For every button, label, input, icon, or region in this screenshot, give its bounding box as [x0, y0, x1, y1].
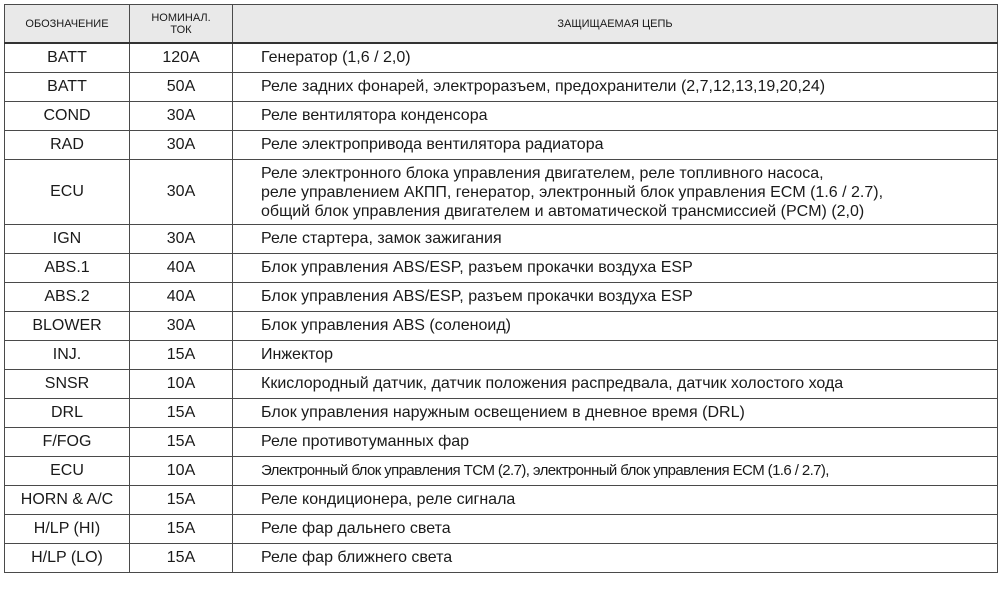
fuse-name: BATT: [5, 73, 130, 102]
fuse-circuit: Реле электропривода вентилятора радиатора: [233, 131, 998, 160]
header-circuit: ЗАЩИЩАЕМАЯ ЦЕПЬ: [233, 5, 998, 44]
fuse-circuit: Блок управления ABS/ESP, разъем прокачки воздуха ESP: [233, 254, 998, 283]
fuse-circuit: Реле противотуманных фар: [233, 428, 998, 457]
fuse-circuit: Электронный блок управления TCM (2.7), электронный блок управления ECM (1.6 / 2.7),: [233, 457, 998, 486]
fuse-amperage: 40A: [130, 254, 233, 283]
fuse-amperage: 10A: [130, 370, 233, 399]
fuse-name: DRL: [5, 399, 130, 428]
fuse-circuit: Инжектор: [233, 341, 998, 370]
table-row: [5, 312, 998, 341]
fuse-circuit: Реле стартера, замок зажигания: [233, 225, 998, 254]
fuse-circuit: Блок управления ABS (соленоид): [233, 312, 998, 341]
table-row: [5, 160, 998, 225]
fuse-circuit: [233, 160, 998, 225]
table-row: [5, 428, 998, 457]
table-row: [5, 283, 998, 312]
fuse-amperage: 30A: [130, 102, 233, 131]
fuse-table: [4, 4, 998, 573]
fuse-name: ECU: [5, 160, 130, 225]
header-amperage: [130, 5, 233, 44]
fuse-circuit: Реле фар дальнего света: [233, 515, 998, 544]
fuse-amperage: 30A: [130, 131, 233, 160]
header-row: [5, 5, 998, 44]
fuse-circuit-line: Реле электронного блока управления двигателем, реле топливного насоса,: [261, 164, 824, 182]
fuse-circuit: Реле фар ближнего света: [233, 544, 998, 573]
table-row: [5, 544, 998, 573]
fuse-name: H/LP (HI): [5, 515, 130, 544]
fuse-circuit: Реле вентилятора конденсора: [233, 102, 998, 131]
fuse-amperage: 50A: [130, 73, 233, 102]
fuse-name: HORN & A/C: [5, 486, 130, 515]
fuse-amperage: 15A: [130, 341, 233, 370]
header-amperage-line2: ТОК: [170, 23, 192, 36]
table-row: [5, 43, 998, 73]
fuse-amperage: 15A: [130, 544, 233, 573]
fuse-amperage: 30A: [130, 225, 233, 254]
fuse-circuit-line: реле управлением АКПП, генератор, электронный блок управления ECM (1.6 / 2.7),: [261, 183, 884, 201]
fuse-circuit: Блок управления ABS/ESP, разъем прокачки воздуха ESP: [233, 283, 998, 312]
fuse-circuit: Реле кондиционера, реле сигнала: [233, 486, 998, 515]
fuse-amperage: 10A: [130, 457, 233, 486]
fuse-circuit: Реле задних фонарей, электроразъем, предохранители (2,7,12,13,19,20,24): [233, 73, 998, 102]
fuse-amperage: 15A: [130, 486, 233, 515]
table-row: [5, 399, 998, 428]
table-row: [5, 131, 998, 160]
fuse-circuit: Ккислородный датчик, датчик положения распредвала, датчик холостого хода: [233, 370, 998, 399]
table-row: [5, 341, 998, 370]
fuse-name: ECU: [5, 457, 130, 486]
table-row: [5, 457, 998, 486]
fuse-name: H/LP (LO): [5, 544, 130, 573]
fuse-name: COND: [5, 102, 130, 131]
table-row: [5, 486, 998, 515]
fuse-name: ABS.1: [5, 254, 130, 283]
fuse-name: INJ.: [5, 341, 130, 370]
fuse-name: F/FOG: [5, 428, 130, 457]
fuse-circuit: Генератор (1,6 / 2,0): [233, 43, 998, 73]
table-row: [5, 225, 998, 254]
fuse-amperage: 120A: [130, 43, 233, 73]
fuse-name: ABS.2: [5, 283, 130, 312]
fuse-name: IGN: [5, 225, 130, 254]
table-body: [5, 43, 998, 573]
fuse-amperage: 15A: [130, 428, 233, 457]
table-row: [5, 102, 998, 131]
table-row: [5, 370, 998, 399]
fuse-amperage: 30A: [130, 160, 233, 225]
header-name: ОБОЗНАЧЕНИЕ: [5, 5, 130, 44]
fuse-circuit: Блок управления наружным освещением в дневное время (DRL): [233, 399, 998, 428]
fuse-amperage: 40A: [130, 283, 233, 312]
table-header: [5, 5, 998, 44]
fuse-amperage: 15A: [130, 399, 233, 428]
fuse-name: RAD: [5, 131, 130, 160]
fuse-amperage: 30A: [130, 312, 233, 341]
table-row: [5, 73, 998, 102]
header-amperage-line1: НОМИНАЛ.: [151, 11, 211, 24]
fuse-amperage: 15A: [130, 515, 233, 544]
fuse-name: SNSR: [5, 370, 130, 399]
fuse-circuit-line: общий блок управления двигателем и автоматической трансмиссией (PCM) (2,0): [261, 202, 865, 220]
fuse-name: BLOWER: [5, 312, 130, 341]
table-row: [5, 254, 998, 283]
table-row: [5, 515, 998, 544]
fuse-name: BATT: [5, 43, 130, 73]
